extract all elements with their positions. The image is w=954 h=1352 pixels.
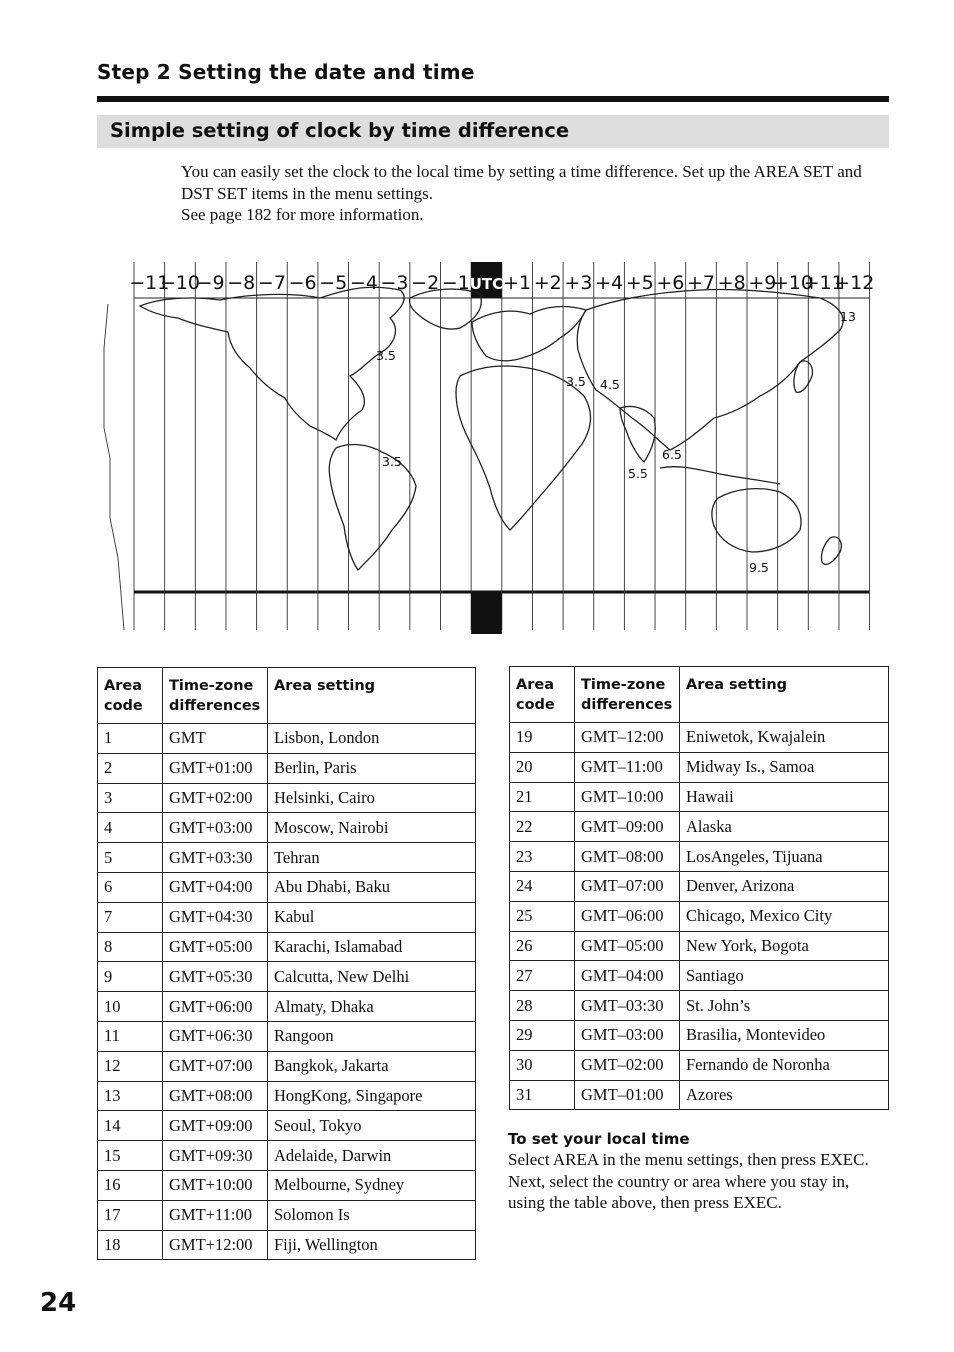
map-left-edge: [104, 304, 124, 630]
area-setting-cell: Moscow, Nairobi: [268, 813, 476, 843]
area-setting-cell: Adelaide, Darwin: [268, 1141, 476, 1171]
area-setting-cell: Kabul: [268, 902, 476, 932]
zone-label: +6: [656, 272, 685, 294]
area-code-cell: 23: [510, 842, 575, 872]
map-offset-annotation: 5.5: [628, 466, 648, 481]
area-code-cell: 12: [98, 1051, 163, 1081]
time-zone-cell: GMT+04:30: [163, 902, 268, 932]
africa-outline: [456, 366, 591, 530]
page-number: 24: [40, 1288, 77, 1318]
area-setting-cell: St. John’s: [680, 991, 889, 1021]
area-code-cell: 19: [510, 723, 575, 753]
area-code-cell: 26: [510, 931, 575, 961]
area-setting-cell: Eniwetok, Kwajalein: [680, 723, 889, 753]
time-zone-cell: GMT+08:00: [163, 1081, 268, 1111]
zone-label: −5: [319, 272, 348, 294]
table-row: [98, 1021, 476, 1051]
table-row: [510, 752, 889, 782]
new-zealand-outline: [821, 537, 841, 564]
area-setting-cell: Chicago, Mexico City: [680, 901, 889, 931]
area-setting-cell: HongKong, Singapore: [268, 1081, 476, 1111]
area-setting-cell: Alaska: [680, 812, 889, 842]
table-row: [98, 1230, 476, 1260]
table-body-left: [98, 724, 476, 1260]
zone-label: −3: [380, 272, 409, 294]
map-offset-annotation: 3.5: [382, 454, 402, 469]
zone-label: +10: [772, 272, 814, 294]
table-row: [510, 723, 889, 753]
table-row: [98, 872, 476, 902]
area-code-cell: 28: [510, 991, 575, 1021]
time-zone-cell: GMT+09:00: [163, 1111, 268, 1141]
local-time-heading: To set your local time: [508, 1130, 690, 1148]
table-row: [98, 932, 476, 962]
table-body-right: [510, 723, 889, 1110]
zone-label: +8: [717, 272, 746, 294]
zone-label: −11: [129, 272, 170, 294]
area-code-cell: 27: [510, 961, 575, 991]
time-zone-cell: GMT–07:00: [575, 871, 680, 901]
table-row: [98, 1200, 476, 1230]
table-row: [510, 871, 889, 901]
india-outline: [620, 406, 655, 462]
table-row: [98, 724, 476, 754]
time-zone-cell: GMT+05:30: [163, 962, 268, 992]
area-code-cell: 10: [98, 992, 163, 1022]
area-code-cell: 1: [98, 724, 163, 754]
time-zone-cell: GMT+07:00: [163, 1051, 268, 1081]
area-code-cell: 18: [98, 1230, 163, 1260]
section-bar: [97, 115, 889, 148]
area-code-cell: 13: [98, 1081, 163, 1111]
header-area-setting: Area setting: [268, 668, 476, 724]
zone-label: −2: [411, 272, 440, 294]
area-code-cell: 25: [510, 901, 575, 931]
time-zone-cell: GMT+09:30: [163, 1141, 268, 1171]
table-row: [510, 1080, 889, 1110]
time-zone-cell: GMT–01:00: [575, 1080, 680, 1110]
time-zone-cell: GMT+10:00: [163, 1170, 268, 1200]
time-zone-cell: GMT–04:00: [575, 961, 680, 991]
time-zone-cell: GMT–08:00: [575, 842, 680, 872]
title-rule: [97, 96, 889, 102]
zone-label: +5: [625, 272, 654, 294]
area-setting-cell: Denver, Arizona: [680, 871, 889, 901]
table-row: [98, 992, 476, 1022]
area-setting-cell: Karachi, Islamabad: [268, 932, 476, 962]
area-code-cell: 22: [510, 812, 575, 842]
map-offset-annotation: 4.5: [600, 377, 620, 392]
area-setting-cell: LosAngeles, Tijuana: [680, 842, 889, 872]
time-zone-cell: GMT–03:00: [575, 1020, 680, 1050]
table-row: [510, 782, 889, 812]
area-setting-cell: Fernando de Noronha: [680, 1050, 889, 1080]
time-zone-cell: GMT+05:00: [163, 932, 268, 962]
area-code-cell: 16: [98, 1170, 163, 1200]
area-setting-cell: Azores: [680, 1080, 889, 1110]
time-zone-cell: GMT–03:30: [575, 991, 680, 1021]
area-code-cell: 24: [510, 871, 575, 901]
table-row: [510, 1050, 889, 1080]
zone-label: +9: [748, 272, 777, 294]
zone-label: −10: [159, 272, 201, 294]
area-setting-cell: Tehran: [268, 843, 476, 873]
zone-label: +2: [533, 272, 562, 294]
time-zone-cell: GMT–12:00: [575, 723, 680, 753]
time-zone-cell: GMT–09:00: [575, 812, 680, 842]
area-code-cell: 31: [510, 1080, 575, 1110]
area-code-cell: 20: [510, 752, 575, 782]
area-setting-cell: Bangkok, Jakarta: [268, 1051, 476, 1081]
asia-outline: [577, 289, 843, 450]
zone-label: UTC: [469, 275, 504, 293]
area-code-cell: 6: [98, 872, 163, 902]
header-time-zone-differences: Time-zone differences: [163, 668, 268, 724]
table-row: [98, 813, 476, 843]
time-zone-cell: GMT+06:30: [163, 1021, 268, 1051]
table-header-row: [98, 668, 476, 724]
table-row: [98, 1111, 476, 1141]
zone-label: −7: [257, 272, 286, 294]
header-area-code: Area code: [510, 667, 575, 723]
area-code-cell: 4: [98, 813, 163, 843]
area-setting-cell: Santiago: [680, 961, 889, 991]
area-code-cell: 3: [98, 783, 163, 813]
table-row: [98, 843, 476, 873]
zone-label: +7: [687, 272, 716, 294]
table-row: [510, 842, 889, 872]
table-header-row: [510, 667, 889, 723]
table-row: [510, 901, 889, 931]
zone-label: −8: [227, 272, 256, 294]
table-row: [98, 1081, 476, 1111]
header-area-code: Area code: [98, 668, 163, 724]
map-offset-annotation: 3.5: [566, 374, 586, 389]
zone-label: +12: [834, 272, 875, 294]
local-time-instructions: [508, 1129, 888, 1214]
table-row: [98, 783, 476, 813]
table-row: [510, 931, 889, 961]
intro-text: [181, 161, 881, 226]
intro-line-1: You can easily set the clock to the local time by setting a time difference. Set up the AREA SET and DST SET items in the menu settings.: [181, 162, 862, 203]
europe-outline: [472, 307, 586, 361]
area-code-cell: 9: [98, 962, 163, 992]
table-row: [510, 812, 889, 842]
time-zone-cell: GMT+11:00: [163, 1200, 268, 1230]
area-code-cell: 11: [98, 1021, 163, 1051]
area-setting-cell: Seoul, Tokyo: [268, 1111, 476, 1141]
indonesia-outline: [660, 467, 780, 484]
area-setting-cell: Brasilia, Montevideo: [680, 1020, 889, 1050]
header-time-zone-differences: Time-zone differences: [575, 667, 680, 723]
utc-column-marker: [471, 592, 502, 634]
area-setting-cell: Berlin, Paris: [268, 753, 476, 783]
time-zone-cell: GMT+04:00: [163, 872, 268, 902]
time-zone-cell: GMT: [163, 724, 268, 754]
area-setting-cell: Abu Dhabi, Baku: [268, 872, 476, 902]
map-offset-annotation: 3.5: [376, 348, 396, 363]
time-zone-cell: GMT–06:00: [575, 901, 680, 931]
table-row: [510, 991, 889, 1021]
map-annotations: [376, 309, 856, 575]
map-offset-annotation: 6.5: [662, 447, 682, 462]
area-code-cell: 2: [98, 753, 163, 783]
step-title: Step 2 Setting the date and time: [97, 60, 475, 84]
area-code-cell: 21: [510, 782, 575, 812]
area-code-cell: 14: [98, 1111, 163, 1141]
table-row: [98, 753, 476, 783]
zone-label: +11: [803, 272, 844, 294]
table-row: [98, 1141, 476, 1171]
australia-outline: [712, 489, 801, 552]
area-setting-cell: Hawaii: [680, 782, 889, 812]
area-setting-cell: Melbourne, Sydney: [268, 1170, 476, 1200]
area-setting-cell: Lisbon, London: [268, 724, 476, 754]
time-zone-cell: GMT+06:00: [163, 992, 268, 1022]
area-code-cell: 30: [510, 1050, 575, 1080]
zone-label: −4: [349, 272, 378, 294]
table-row: [98, 1051, 476, 1081]
time-zone-cell: GMT–02:00: [575, 1050, 680, 1080]
map-offset-annotation: 9.5: [749, 560, 769, 575]
zone-label: +3: [564, 272, 593, 294]
area-setting-cell: Midway Is., Samoa: [680, 752, 889, 782]
table-row: [510, 961, 889, 991]
time-zone-cell: GMT–11:00: [575, 752, 680, 782]
area-setting-cell: Fiji, Wellington: [268, 1230, 476, 1260]
zone-label: −6: [288, 272, 317, 294]
zone-label: −9: [196, 272, 225, 294]
intro-line-2: See page 182 for more information.: [181, 205, 424, 224]
table-row: [98, 962, 476, 992]
table-row: [98, 902, 476, 932]
area-setting-cell: Helsinki, Cairo: [268, 783, 476, 813]
south-america-outline: [329, 445, 416, 570]
time-zone-table-right: [509, 666, 889, 1110]
greenland-outline: [409, 289, 481, 329]
north-america-outline: [140, 287, 404, 440]
time-zone-cell: GMT+02:00: [163, 783, 268, 813]
time-zone-cell: GMT+12:00: [163, 1230, 268, 1260]
area-code-cell: 29: [510, 1020, 575, 1050]
area-code-cell: 5: [98, 843, 163, 873]
table-row: [510, 1020, 889, 1050]
area-setting-cell: Rangoon: [268, 1021, 476, 1051]
map-offset-annotation: 13: [840, 309, 856, 324]
area-code-cell: 17: [98, 1200, 163, 1230]
area-setting-cell: Almaty, Dhaka: [268, 992, 476, 1022]
section-title: Simple setting of clock by time difference: [110, 119, 570, 142]
world-time-zone-map: [100, 258, 875, 634]
header-area-setting: Area setting: [680, 667, 889, 723]
continent-outlines: [140, 287, 843, 570]
time-zone-table-left: [97, 667, 476, 1260]
zone-label: +1: [503, 272, 532, 294]
area-setting-cell: New York, Bogota: [680, 931, 889, 961]
table-row: [98, 1170, 476, 1200]
area-setting-cell: Calcutta, New Delhi: [268, 962, 476, 992]
zone-label: +4: [595, 272, 624, 294]
time-zone-cell: GMT–05:00: [575, 931, 680, 961]
time-zone-cell: GMT+01:00: [163, 753, 268, 783]
local-time-body: Select AREA in the menu settings, then press EXEC. Next, select the country or area where you stay in, using the table above, then press EXEC.: [508, 1150, 869, 1212]
time-zone-cell: GMT–10:00: [575, 782, 680, 812]
zone-label: −1: [441, 272, 470, 294]
area-code-cell: 7: [98, 902, 163, 932]
time-zone-cell: GMT+03:00: [163, 813, 268, 843]
area-setting-cell: Solomon Is: [268, 1200, 476, 1230]
area-code-cell: 15: [98, 1141, 163, 1171]
area-code-cell: 8: [98, 932, 163, 962]
time-zone-cell: GMT+03:30: [163, 843, 268, 873]
